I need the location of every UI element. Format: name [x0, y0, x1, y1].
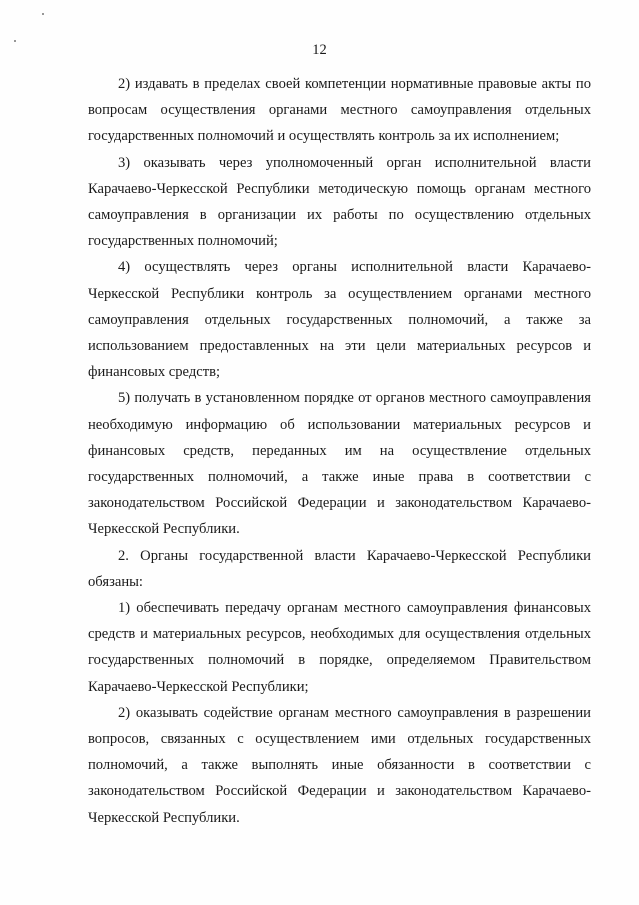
page-number: 12 — [312, 42, 327, 58]
paragraph-item-5: 5) получать в установленном порядке от органов местного самоуправления необходимую информацию об использовании материальных ресурсов и финансовых средств, переданных им на осуществление отдельных государственных полномочий, а также иные права в соответствии с законодательством Российской Федерации и законодательством Карачаево-Черкесской Республики. — [88, 390, 591, 538]
paragraph-obligation-1: 1) обеспечивать передачу органам местного самоуправления финансовых средств и материальных ресурсов, необходимых для осуществления отдельных государственных полномочий в порядке, определяемом Правительством Карачаево-Черкесской Республики; — [88, 600, 591, 695]
paragraph-item-2: 2) издавать в пределах своей компетенции нормативные правовые акты по вопросам осуществления органами местного самоуправления отдельных государственных полномочий и осуществлять контроль за их исполнением; — [88, 76, 591, 145]
paragraph-obligation-2: 2) оказывать содействие органам местного самоуправления в разрешении вопросов, связанных с осуществлением ими отдельных государственных полномочий, а также выполнять иные обязанности в соответствии с законодательством Российской Федерации и законодательством Карачаево-Черкесской Республики. — [88, 704, 591, 826]
scan-speck — [42, 13, 44, 15]
paragraph-item-4: 4) осуществлять через органы исполнительной власти Карачаево-Черкесской Республики контроль за осуществлением органами местного самоуправления отдельных государственных полномочий, а также за использованием предоставленных на эти цели материальных ресурсов и финансовых средств; — [88, 259, 591, 381]
document-body — [88, 71, 591, 831]
paragraph-section-2: 2. Органы государственной власти Карачаево-Черкесской Республики обязаны: — [88, 547, 591, 590]
paragraph-item-3: 3) оказывать через уполномоченный орган исполнительной власти Карачаево-Черкесской Республики методическую помощь органам местного самоуправления в организации их работы по осуществлению отдельных государственных полномочий; — [88, 154, 591, 250]
